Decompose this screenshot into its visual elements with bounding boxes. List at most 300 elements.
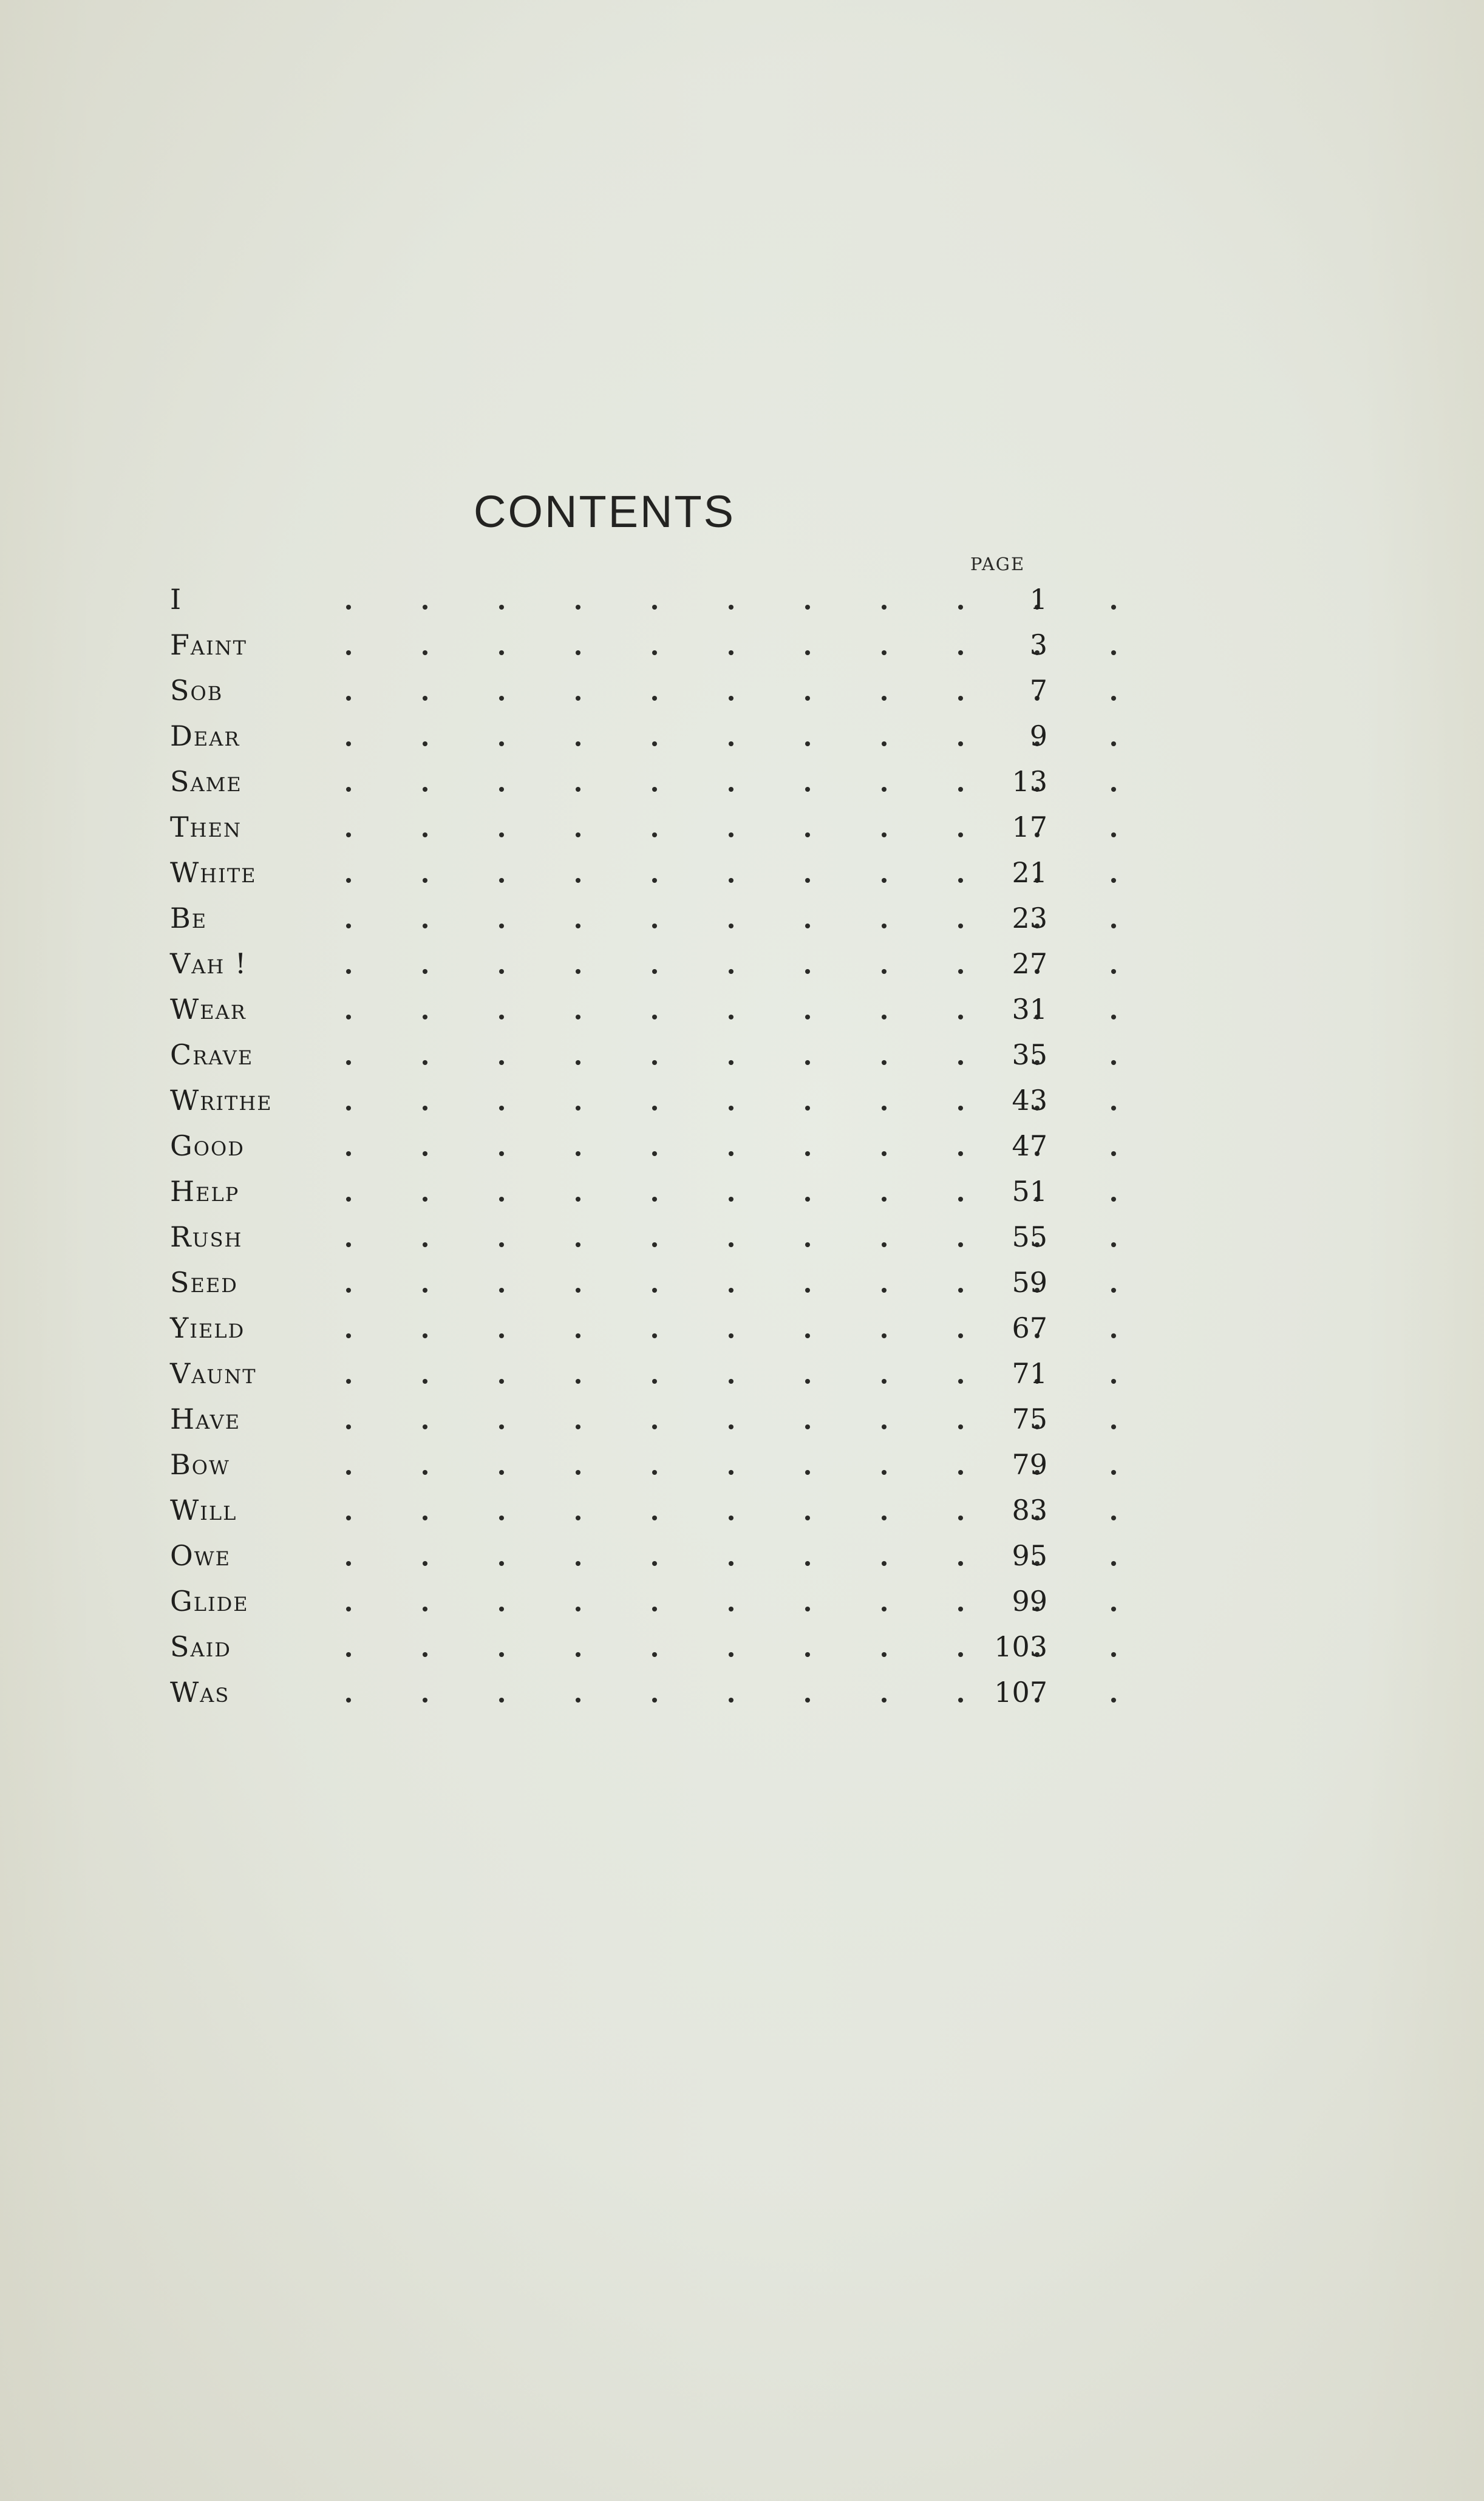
toc-entry-title: Wear <box>170 993 247 1026</box>
leader-dot <box>1111 741 1116 746</box>
toc-entry <box>170 947 1047 993</box>
toc-entry-page-number: 43 <box>1012 1084 1047 1117</box>
toc-entry-title: Vah ! <box>170 947 248 980</box>
toc-entry <box>170 1038 1047 1084</box>
dot-leader <box>325 947 1120 984</box>
leader-dot <box>805 1379 810 1384</box>
dot-leader <box>325 856 1120 893</box>
leader-dot <box>1111 1470 1116 1475</box>
leader-dot <box>958 1607 963 1611</box>
leader-dot <box>576 878 580 883</box>
toc-entry <box>170 1403 1047 1448</box>
leader-dot <box>729 1015 733 1019</box>
leader-dot <box>423 969 427 974</box>
leader-dot <box>576 741 580 746</box>
leader-dot <box>805 1288 810 1293</box>
leader-dot <box>1111 832 1116 837</box>
toc-entry <box>170 583 1047 628</box>
leader-dot <box>805 1424 810 1429</box>
leader-dot <box>346 1698 351 1703</box>
toc-entry <box>170 1357 1047 1403</box>
dot-leader <box>325 993 1120 1029</box>
toc-entry-page-number: 3 <box>1029 628 1047 661</box>
leader-dot <box>805 969 810 974</box>
toc-entry-page-number: 7 <box>1029 674 1047 707</box>
leader-dot <box>958 696 963 701</box>
leader-dot <box>499 1106 504 1111</box>
leader-dot <box>423 1561 427 1566</box>
toc-entry-title: Same <box>170 765 242 798</box>
leader-dot <box>652 1106 657 1111</box>
leader-dot <box>423 878 427 883</box>
leader-dot <box>652 1652 657 1657</box>
toc-entry-title: Crave <box>170 1038 254 1071</box>
toc-entry <box>170 1630 1047 1676</box>
leader-dot <box>576 1197 580 1202</box>
toc-entry-page-number: 59 <box>1012 1266 1047 1299</box>
leader-dot <box>729 1288 733 1293</box>
toc-entry-page-number: 51 <box>1012 1175 1047 1208</box>
leader-dot <box>1111 1607 1116 1611</box>
toc-entry-page-number: 95 <box>1012 1539 1047 1572</box>
leader-dot <box>499 1060 504 1065</box>
leader-dot <box>423 1015 427 1019</box>
toc-entry <box>170 1494 1047 1539</box>
leader-dot <box>346 787 351 792</box>
toc-entry <box>170 628 1047 674</box>
toc-entry <box>170 811 1047 856</box>
leader-dot <box>423 1060 427 1065</box>
leader-dot <box>576 650 580 655</box>
dot-leader <box>325 765 1120 801</box>
leader-dot <box>423 1242 427 1247</box>
leader-dot <box>805 1607 810 1611</box>
leader-dot <box>576 696 580 701</box>
toc-entry <box>170 765 1047 811</box>
leader-dot <box>499 1698 504 1703</box>
leader-dot <box>729 605 733 610</box>
leader-dot <box>882 1106 887 1111</box>
leader-dot <box>346 605 351 610</box>
leader-dot <box>805 1197 810 1202</box>
leader-dot <box>729 1698 733 1703</box>
leader-dot <box>958 1333 963 1338</box>
leader-dot <box>576 1288 580 1293</box>
leader-dot <box>1111 1151 1116 1156</box>
leader-dot <box>1111 1698 1116 1703</box>
leader-dot <box>882 1516 887 1520</box>
toc-entry-title: Have <box>170 1403 241 1435</box>
toc-entry-title: Good <box>170 1129 245 1162</box>
leader-dot <box>958 1197 963 1202</box>
leader-dot <box>1111 924 1116 928</box>
leader-dot <box>805 1652 810 1657</box>
leader-dot <box>882 969 887 974</box>
leader-dot <box>576 1151 580 1156</box>
leader-dot <box>346 1652 351 1657</box>
toc-entry <box>170 993 1047 1038</box>
toc-entry-page-number: 83 <box>1012 1494 1047 1526</box>
toc-entry-page-number: 99 <box>1012 1585 1047 1618</box>
toc-entry-page-number: 103 <box>994 1630 1047 1663</box>
leader-dot <box>805 924 810 928</box>
dot-leader <box>325 1220 1120 1257</box>
dot-leader <box>325 1129 1120 1166</box>
leader-dot <box>576 1652 580 1657</box>
leader-dot <box>958 878 963 883</box>
toc-entry-page-number: 55 <box>1012 1220 1047 1253</box>
leader-dot <box>805 787 810 792</box>
toc-entry-title: I <box>170 583 183 616</box>
leader-dot <box>1111 1333 1116 1338</box>
leader-dot <box>805 650 810 655</box>
toc-entry-page-number: 27 <box>1012 947 1047 980</box>
leader-dot <box>882 1151 887 1156</box>
leader-dot <box>576 1516 580 1520</box>
leader-dot <box>576 1333 580 1338</box>
leader-dot <box>346 696 351 701</box>
dot-leader <box>325 583 1120 619</box>
leader-dot <box>805 1470 810 1475</box>
leader-dot <box>423 696 427 701</box>
dot-leader <box>325 1448 1120 1485</box>
dot-leader <box>325 628 1120 665</box>
toc-entry <box>170 1676 1047 1721</box>
leader-dot <box>652 1561 657 1566</box>
leader-dot <box>729 1424 733 1429</box>
leader-dot <box>652 1379 657 1384</box>
toc-entry <box>170 1266 1047 1312</box>
leader-dot <box>576 1698 580 1703</box>
leader-dot <box>1111 1288 1116 1293</box>
leader-dot <box>805 1106 810 1111</box>
leader-dot <box>652 832 657 837</box>
leader-dot <box>499 1470 504 1475</box>
page-title: CONTENTS <box>474 486 735 537</box>
leader-dot <box>499 1561 504 1566</box>
toc-entry <box>170 720 1047 765</box>
toc-entry-title: Rush <box>170 1220 243 1253</box>
leader-dot <box>729 1470 733 1475</box>
leader-dot <box>882 924 887 928</box>
leader-dot <box>958 1151 963 1156</box>
dot-leader <box>325 1084 1120 1120</box>
leader-dot <box>1111 1106 1116 1111</box>
toc-entry <box>170 1312 1047 1357</box>
leader-dot <box>882 878 887 883</box>
leader-dot <box>576 1470 580 1475</box>
toc-entry-page-number: 75 <box>1012 1403 1047 1435</box>
toc-entry-title: Will <box>170 1494 237 1526</box>
leader-dot <box>346 1288 351 1293</box>
leader-dot <box>729 1060 733 1065</box>
leader-dot <box>729 1561 733 1566</box>
toc-entry-title: White <box>170 856 257 889</box>
dot-leader <box>325 1539 1120 1576</box>
leader-dot <box>729 969 733 974</box>
leader-dot <box>652 1470 657 1475</box>
toc-entry-title: Sob <box>170 674 223 707</box>
leader-dot <box>423 1698 427 1703</box>
leader-dot <box>805 741 810 746</box>
leader-dot <box>805 696 810 701</box>
leader-dot <box>1111 1197 1116 1202</box>
leader-dot <box>729 1652 733 1657</box>
toc-entry-page-number: 17 <box>1012 811 1047 843</box>
toc-entry-title: Said <box>170 1630 231 1663</box>
leader-dot <box>423 741 427 746</box>
leader-dot <box>423 1424 427 1429</box>
toc-entry <box>170 1220 1047 1266</box>
leader-dot <box>882 1242 887 1247</box>
leader-dot <box>499 832 504 837</box>
leader-dot <box>576 787 580 792</box>
toc-entry <box>170 1129 1047 1175</box>
toc-entry <box>170 1539 1047 1585</box>
leader-dot <box>423 650 427 655</box>
toc-entry-page-number: 9 <box>1029 720 1047 752</box>
leader-dot <box>576 1015 580 1019</box>
leader-dot <box>882 1333 887 1338</box>
leader-dot <box>652 1698 657 1703</box>
leader-dot <box>652 1015 657 1019</box>
toc-entry-title: Was <box>170 1676 230 1709</box>
leader-dot <box>576 924 580 928</box>
leader-dot <box>346 1424 351 1429</box>
page-column-label: PAGE <box>970 554 1026 574</box>
toc-entry-page-number: 35 <box>1012 1038 1047 1071</box>
toc-entry-title: Bow <box>170 1448 230 1481</box>
leader-dot <box>882 1060 887 1065</box>
dot-leader <box>325 1266 1120 1302</box>
leader-dot <box>882 605 887 610</box>
leader-dot <box>499 1015 504 1019</box>
dot-leader <box>325 1585 1120 1621</box>
leader-dot <box>423 1151 427 1156</box>
toc-entry-title: Writhe <box>170 1084 273 1117</box>
leader-dot <box>958 832 963 837</box>
dot-leader <box>325 1494 1120 1530</box>
toc-entry-title: Faint <box>170 628 248 661</box>
leader-dot <box>729 1197 733 1202</box>
leader-dot <box>423 1379 427 1384</box>
leader-dot <box>958 1561 963 1566</box>
toc-entry-title: Owe <box>170 1539 231 1572</box>
leader-dot <box>652 924 657 928</box>
toc-entry <box>170 1585 1047 1630</box>
leader-dot <box>499 696 504 701</box>
leader-dot <box>423 1470 427 1475</box>
toc-entry-title: Be <box>170 902 208 934</box>
leader-dot <box>499 1652 504 1657</box>
leader-dot <box>882 1015 887 1019</box>
leader-dot <box>958 1379 963 1384</box>
leader-dot <box>1111 1060 1116 1065</box>
toc-entry <box>170 674 1047 720</box>
dot-leader <box>325 902 1120 938</box>
dot-leader <box>325 1312 1120 1348</box>
leader-dot <box>805 1242 810 1247</box>
toc-entry-page-number: 13 <box>1012 765 1047 798</box>
leader-dot <box>652 787 657 792</box>
leader-dot <box>958 741 963 746</box>
leader-dot <box>423 1197 427 1202</box>
leader-dot <box>652 1197 657 1202</box>
leader-dot <box>882 696 887 701</box>
leader-dot <box>958 787 963 792</box>
leader-dot <box>882 1698 887 1703</box>
leader-dot <box>576 1424 580 1429</box>
leader-dot <box>576 1379 580 1384</box>
toc-entry-page-number: 79 <box>1012 1448 1047 1481</box>
leader-dot <box>346 1607 351 1611</box>
leader-dot <box>1111 969 1116 974</box>
leader-dot <box>958 1424 963 1429</box>
leader-dot <box>805 1516 810 1520</box>
leader-dot <box>652 696 657 701</box>
leader-dot <box>1111 1652 1116 1657</box>
leader-dot <box>1111 1424 1116 1429</box>
leader-dot <box>576 1607 580 1611</box>
leader-dot <box>882 1561 887 1566</box>
leader-dot <box>1111 696 1116 701</box>
leader-dot <box>958 1470 963 1475</box>
leader-dot <box>729 1151 733 1156</box>
leader-dot <box>499 1333 504 1338</box>
leader-dot <box>958 969 963 974</box>
leader-dot <box>346 1242 351 1247</box>
leader-dot <box>346 832 351 837</box>
leader-dot <box>805 605 810 610</box>
leader-dot <box>346 1015 351 1019</box>
leader-dot <box>1111 1561 1116 1566</box>
leader-dot <box>729 650 733 655</box>
leader-dot <box>499 1197 504 1202</box>
leader-dot <box>1111 1379 1116 1384</box>
leader-dot <box>346 1561 351 1566</box>
toc-entry <box>170 1084 1047 1129</box>
leader-dot <box>346 1060 351 1065</box>
leader-dot <box>958 1516 963 1520</box>
toc-entry-title: Then <box>170 811 242 843</box>
toc-entry-title: Glide <box>170 1585 249 1618</box>
leader-dot <box>423 1288 427 1293</box>
leader-dot <box>346 1379 351 1384</box>
leader-dot <box>1111 1516 1116 1520</box>
leader-dot <box>805 1561 810 1566</box>
leader-dot <box>346 650 351 655</box>
leader-dot <box>346 1333 351 1338</box>
leader-dot <box>423 1607 427 1611</box>
leader-dot <box>1111 1242 1116 1247</box>
leader-dot <box>958 1288 963 1293</box>
leader-dot <box>423 924 427 928</box>
leader-dot <box>652 1424 657 1429</box>
leader-dot <box>1111 787 1116 792</box>
leader-dot <box>499 1242 504 1247</box>
leader-dot <box>652 1242 657 1247</box>
leader-dot <box>729 1379 733 1384</box>
dot-leader <box>325 1403 1120 1439</box>
leader-dot <box>423 1333 427 1338</box>
toc-entry <box>170 856 1047 902</box>
leader-dot <box>499 1424 504 1429</box>
leader-dot <box>958 924 963 928</box>
leader-dot <box>958 1015 963 1019</box>
leader-dot <box>729 787 733 792</box>
leader-dot <box>729 1242 733 1247</box>
leader-dot <box>1111 1015 1116 1019</box>
leader-dot <box>729 1516 733 1520</box>
toc-entry-title: Yield <box>170 1312 245 1344</box>
leader-dot <box>499 1379 504 1384</box>
dot-leader <box>325 1038 1120 1075</box>
leader-dot <box>499 1151 504 1156</box>
leader-dot <box>652 1516 657 1520</box>
leader-dot <box>805 1698 810 1703</box>
leader-dot <box>729 1333 733 1338</box>
toc-entry-title: Dear <box>170 720 240 752</box>
leader-dot <box>423 605 427 610</box>
toc-entry-page-number: 23 <box>1012 902 1047 934</box>
leader-dot <box>729 878 733 883</box>
toc-entry <box>170 1175 1047 1220</box>
leader-dot <box>729 1106 733 1111</box>
leader-dot <box>652 650 657 655</box>
leader-dot <box>346 924 351 928</box>
leader-dot <box>346 1470 351 1475</box>
leader-dot <box>499 1288 504 1293</box>
leader-dot <box>499 878 504 883</box>
leader-dot <box>958 1060 963 1065</box>
leader-dot <box>882 650 887 655</box>
leader-dot <box>729 696 733 701</box>
leader-dot <box>652 1060 657 1065</box>
dot-leader <box>325 720 1120 756</box>
toc-entry-page-number: 71 <box>1012 1357 1047 1390</box>
leader-dot <box>805 1151 810 1156</box>
leader-dot <box>805 832 810 837</box>
leader-dot <box>958 650 963 655</box>
leader-dot <box>576 1561 580 1566</box>
leader-dot <box>652 969 657 974</box>
leader-dot <box>729 1607 733 1611</box>
toc-entry-page-number: 107 <box>994 1676 1047 1709</box>
leader-dot <box>882 1652 887 1657</box>
dot-leader <box>325 811 1120 847</box>
leader-dot <box>652 1607 657 1611</box>
leader-dot <box>805 1060 810 1065</box>
leader-dot <box>499 650 504 655</box>
leader-dot <box>652 878 657 883</box>
leader-dot <box>423 1106 427 1111</box>
toc-entry-page-number: 47 <box>1012 1129 1047 1162</box>
leader-dot <box>652 741 657 746</box>
leader-dot <box>652 605 657 610</box>
leader-dot <box>576 1106 580 1111</box>
leader-dot <box>499 1607 504 1611</box>
leader-dot <box>882 1288 887 1293</box>
leader-dot <box>423 832 427 837</box>
leader-dot <box>882 741 887 746</box>
leader-dot <box>346 878 351 883</box>
toc-entry-title: Help <box>170 1175 240 1208</box>
leader-dot <box>576 969 580 974</box>
leader-dot <box>1111 650 1116 655</box>
leader-dot <box>958 1106 963 1111</box>
leader-dot <box>499 605 504 610</box>
leader-dot <box>882 1424 887 1429</box>
